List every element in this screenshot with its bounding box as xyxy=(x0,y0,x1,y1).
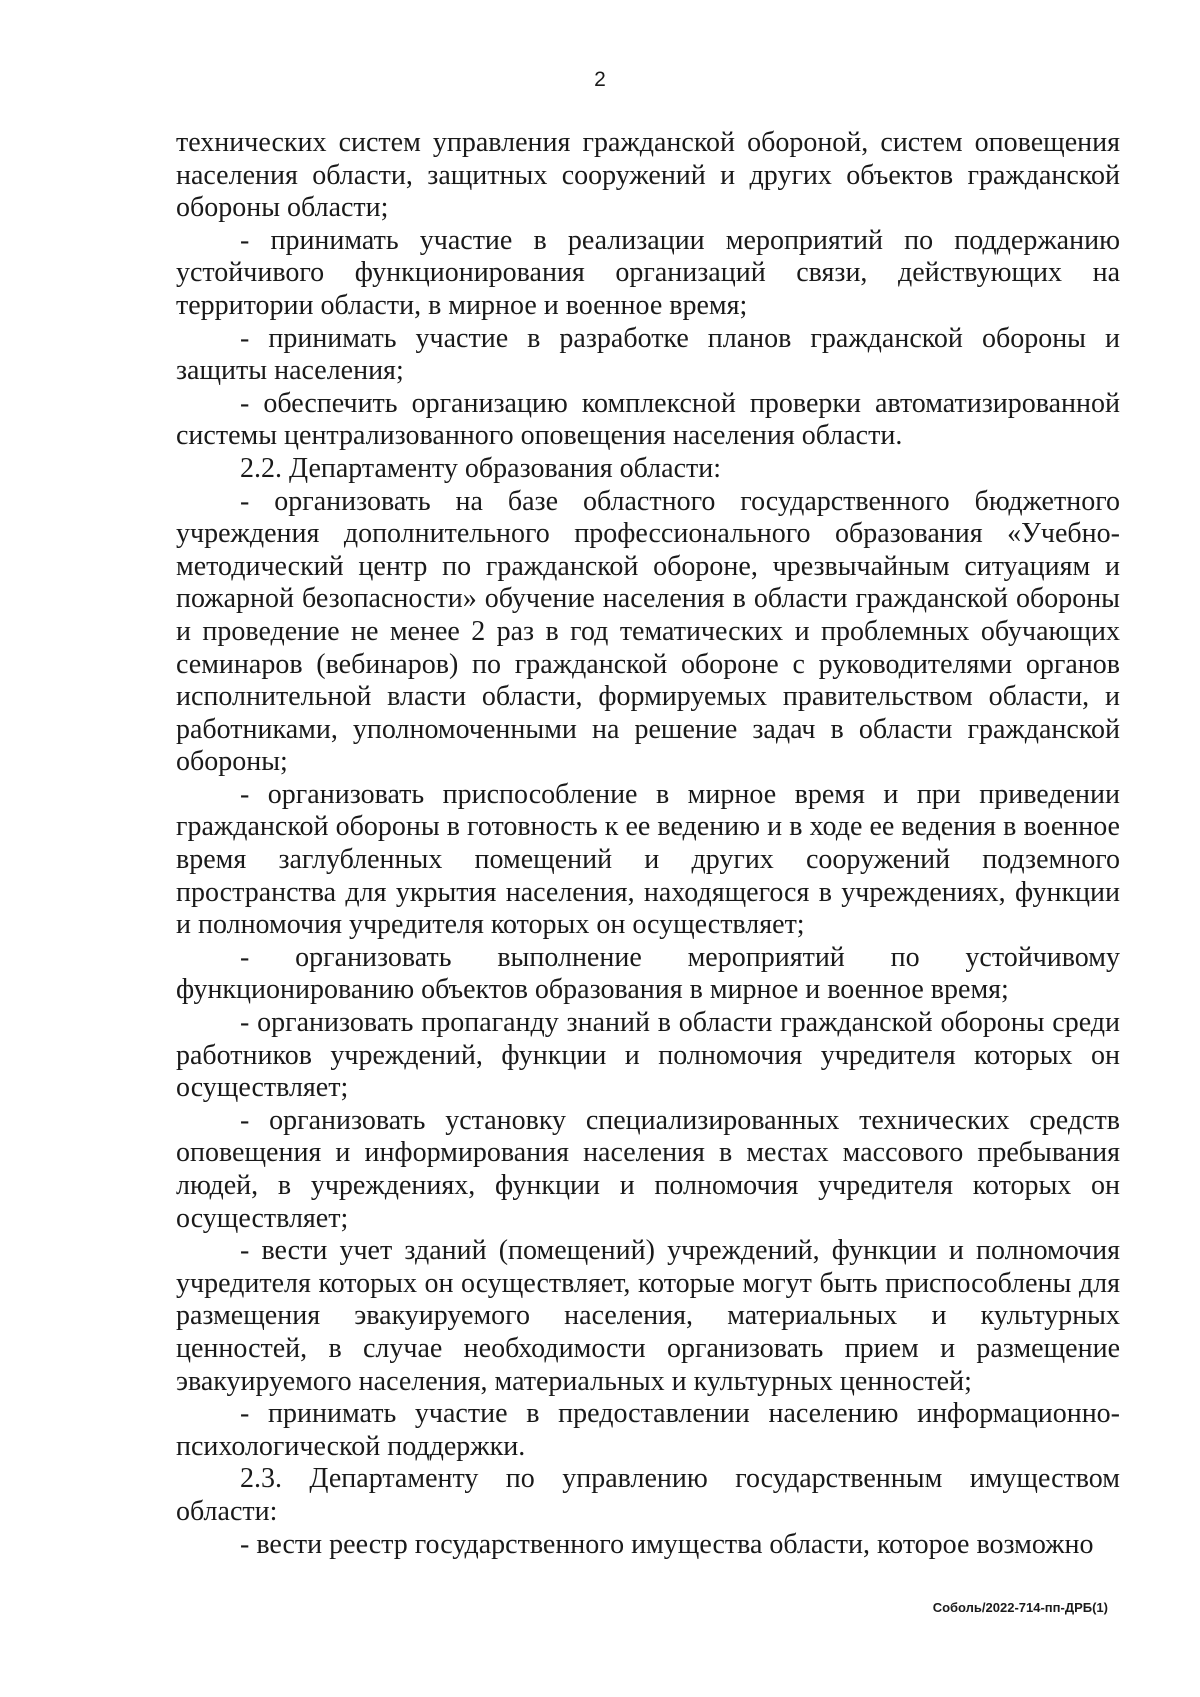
paragraph: - организовать пропаганду знаний в области гражданской обороны среди работников учреждений, функции и полномочия учредителя которых он осуществляет; xyxy=(176,1007,1120,1104)
page-number: 2 xyxy=(594,68,606,91)
paragraph: - организовать приспособление в мирное время и при приведении гражданской обороны в готовность к ее ведению и в ходе ее ведения в военное время заглубленных помещений и других сооружений подземного пространства для укрытия населения, находящегося в учреждениях, функции и полномочия учредителя которых он осуществляет; xyxy=(176,778,1120,941)
paragraph: - принимать участие в реализации мероприятий по поддержанию устойчивого функционирования организаций связи, действующих на территории области, в мирное и военное время; xyxy=(176,224,1120,321)
document-body xyxy=(176,127,1120,1561)
document-code: Соболь/2022-714-пп-ДРБ(1) xyxy=(932,1600,1108,1615)
paragraph: - принимать участие в предоставлении населению информационно-психологической поддержки. xyxy=(176,1398,1120,1462)
paragraph: - обеспечить организацию комплексной проверки автоматизированной системы централизованного оповещения населения области. xyxy=(176,387,1120,452)
paragraph: - организовать установку специализированных технических средств оповещения и информирования населения в местах массового пребывания людей, в учреждениях, функции и полномочия учредителя которых он осуществляет; xyxy=(176,1104,1120,1234)
paragraph: - вести учет зданий (помещений) учреждений, функции и полномочия учредителя которых он осуществляет, которые могут быть приспособлены для размещения эвакуируемого населения, материальных и культурных ценностей, в случае необходимости организовать прием и размещение эвакуируемого населения, материальных и культурных ценностей; xyxy=(176,1235,1120,1397)
section-heading: 2.3. Департаменту по управлению государственным имуществом области: xyxy=(176,1463,1120,1527)
paragraph: - вести реестр государственного имущества области, которое возможно xyxy=(240,1528,1094,1560)
paragraph: - организовать выполнение мероприятий по устойчивому функционированию объектов образования в мирное и военное время; xyxy=(176,941,1120,1006)
section-heading: 2.2. Департаменту образования области: xyxy=(240,452,721,484)
paragraph: технических систем управления гражданской обороной, систем оповещения населения области, защитных сооружений и других объектов гражданской обороны области; xyxy=(176,127,1120,224)
paragraph: - принимать участие в разработке планов гражданской обороны и защиты населения; xyxy=(176,322,1120,387)
paragraph: - организовать на базе областного государственного бюджетного учреждения дополнительного профессионального образования «Учебно-методический центр по гражданской обороне, чрезвычайным ситуациям и пожарной безопасности» обучение населения в области гражданской обороны и проведение не менее 2 раз в год тематических и проблемных обучающих семинаров (вебинаров) по гражданской обороне с руководителями органов исполнительной власти области, формируемых правительством области, и работниками, уполномоченными на решение задач в области гражданской обороны; xyxy=(176,485,1120,778)
